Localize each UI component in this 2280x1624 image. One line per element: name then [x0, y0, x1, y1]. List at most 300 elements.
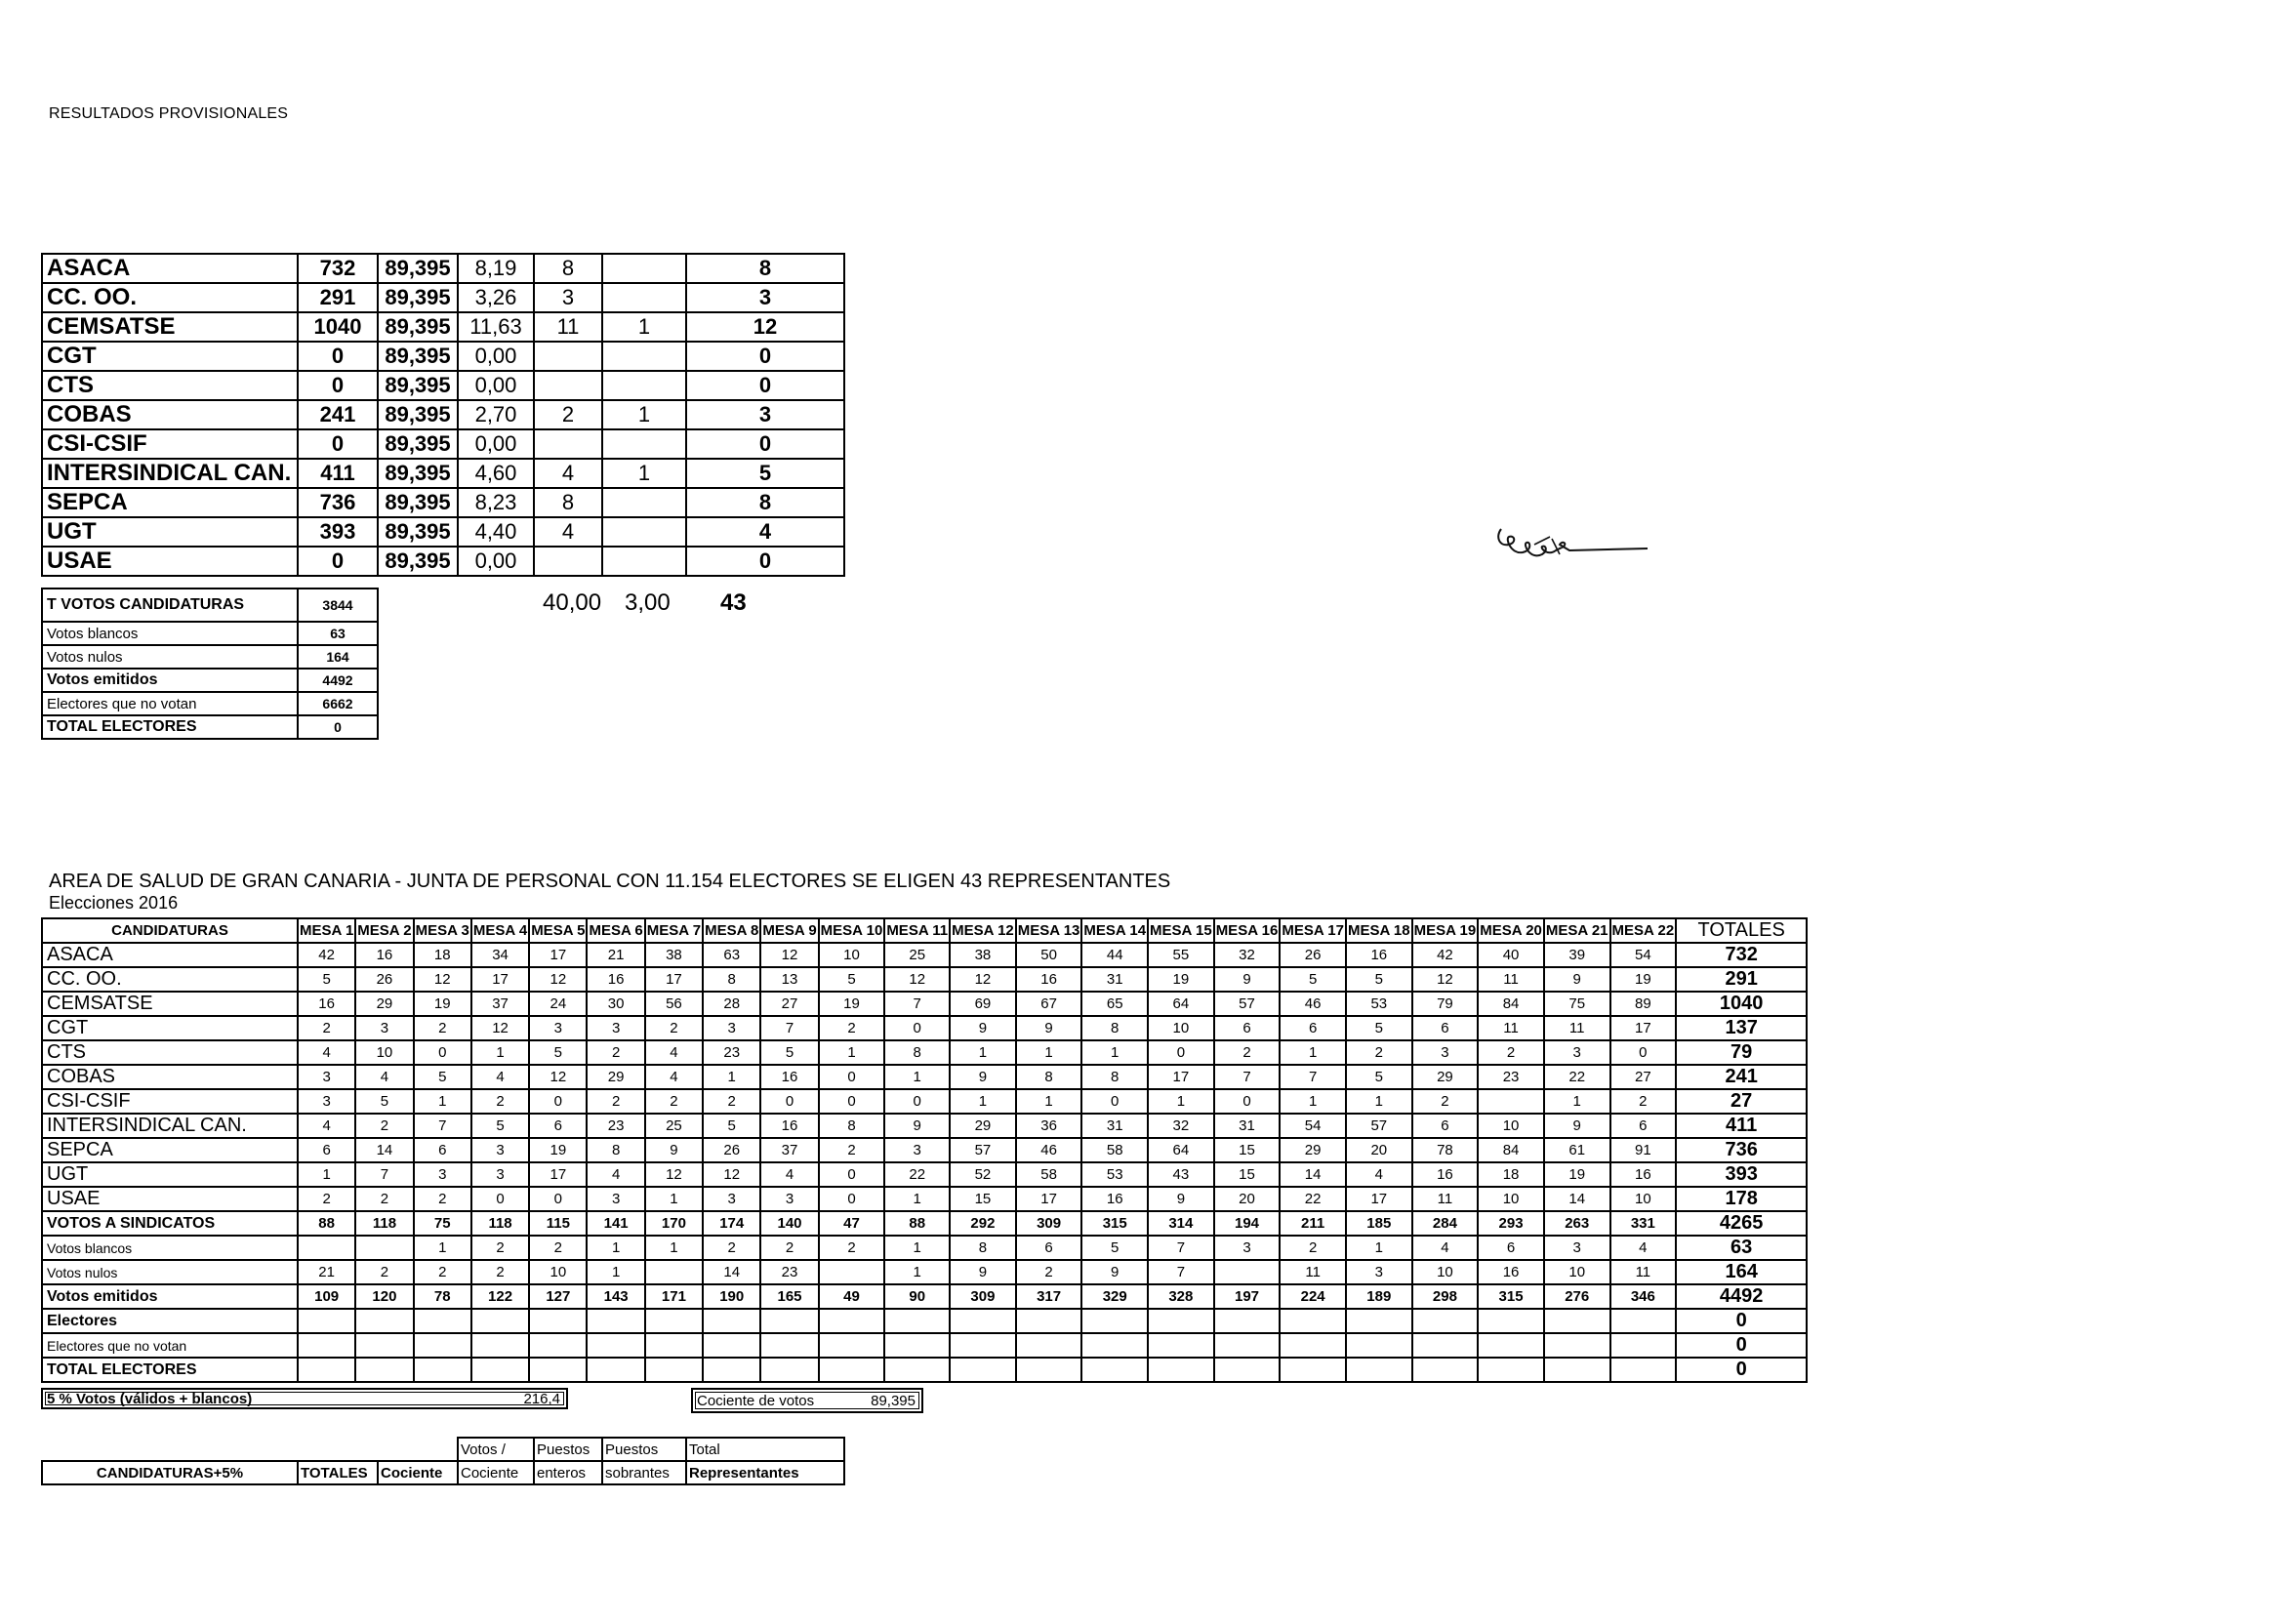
table-cell: 17	[471, 967, 529, 992]
candidate-cociente: 89,395	[378, 371, 458, 400]
table-cell: 4	[1610, 1236, 1677, 1260]
table-cell: 3	[471, 1138, 529, 1162]
table-cell: 6	[414, 1138, 471, 1162]
column-header: MESA 22	[1610, 918, 1677, 943]
table-cell: 75	[414, 1211, 471, 1236]
totals-row	[42, 1236, 1807, 1260]
table-cell: 1	[703, 1065, 760, 1089]
candidate-total: 3	[686, 283, 844, 312]
table-cell: 8	[950, 1236, 1016, 1260]
candidate-votes: 393	[298, 517, 378, 547]
candidate-puestos-enteros	[534, 547, 602, 576]
table-cell	[471, 1309, 529, 1333]
table-cell	[1148, 1333, 1214, 1358]
table-cell: 23	[587, 1114, 644, 1138]
table-cell: 1	[1081, 1040, 1148, 1065]
table-cell: 9	[1148, 1187, 1214, 1211]
table-cell: 29	[355, 992, 413, 1016]
table-cell: 1	[1544, 1089, 1610, 1114]
row-total: 164	[1676, 1260, 1807, 1284]
table-cell	[884, 1358, 950, 1382]
row-total: 137	[1676, 1016, 1807, 1040]
table-cell: 89	[1610, 992, 1677, 1016]
candidate-puestos-sobrantes	[602, 283, 686, 312]
candidate-cociente: 89,395	[378, 342, 458, 371]
table-cell: 2	[587, 1040, 644, 1065]
table-row	[42, 1162, 1807, 1187]
row-total: 0	[1676, 1358, 1807, 1382]
table-cell: 1	[884, 1065, 950, 1089]
table-cell: 2	[298, 1016, 355, 1040]
table-cell	[950, 1358, 1016, 1382]
table-cell: 3	[760, 1187, 818, 1211]
table-cell: 10	[1610, 1187, 1677, 1211]
results-row	[42, 371, 844, 400]
table-cell: 2	[1214, 1040, 1281, 1065]
table-cell: 91	[1610, 1138, 1677, 1162]
mesa-table	[41, 917, 1808, 1383]
results-row	[42, 254, 844, 283]
table-cell: 197	[1214, 1284, 1281, 1309]
column-header: MESA 6	[587, 918, 644, 943]
table-cell: 20	[1346, 1138, 1412, 1162]
table-cell	[1346, 1333, 1412, 1358]
table-cell: 10	[355, 1040, 413, 1065]
table-cell: 49	[819, 1284, 885, 1309]
table-cell: 28	[703, 992, 760, 1016]
column-header: MESA 14	[1081, 918, 1148, 943]
table-cell	[1412, 1309, 1479, 1333]
table-cell	[1081, 1333, 1148, 1358]
table-cell	[819, 1333, 885, 1358]
table-cell: 194	[1214, 1211, 1281, 1236]
candidate-name: USAE	[42, 547, 298, 576]
table-cell: 22	[884, 1162, 950, 1187]
table-cell: 165	[760, 1284, 818, 1309]
table-cell	[1280, 1333, 1346, 1358]
table-cell: 12	[950, 967, 1016, 992]
table-cell: 3	[529, 1016, 587, 1040]
row-name: USAE	[42, 1187, 298, 1211]
table-cell: 57	[1214, 992, 1281, 1016]
table-cell: 54	[1280, 1114, 1346, 1138]
puestos-enteros-head-2: enteros	[534, 1461, 602, 1484]
column-header: MESA 13	[1016, 918, 1082, 943]
table-cell: 3	[587, 1187, 644, 1211]
table-cell: 4	[471, 1065, 529, 1089]
table-cell: 2	[529, 1236, 587, 1260]
table-cell	[1214, 1309, 1281, 1333]
table-cell: 298	[1412, 1284, 1479, 1309]
table-cell: 64	[1148, 1138, 1214, 1162]
column-header: MESA 17	[1280, 918, 1346, 943]
table-cell: 7	[1280, 1065, 1346, 1089]
table-cell: 31	[1214, 1114, 1281, 1138]
row-name: CC. OO.	[42, 967, 298, 992]
table-cell: 1	[1016, 1089, 1082, 1114]
table-cell: 10	[1544, 1260, 1610, 1284]
table-cell: 21	[298, 1260, 355, 1284]
table-cell	[1081, 1309, 1148, 1333]
table-cell: 0	[760, 1089, 818, 1114]
row-total: 4492	[1676, 1284, 1807, 1309]
summary-value: 63	[298, 622, 378, 645]
table-cell: 3	[414, 1162, 471, 1187]
table-cell: 16	[298, 992, 355, 1016]
table-cell: 1	[884, 1187, 950, 1211]
table-cell: 315	[1478, 1284, 1544, 1309]
row-name: Votos blancos	[42, 1236, 298, 1260]
table-cell: 21	[587, 943, 644, 967]
table-cell: 2	[355, 1187, 413, 1211]
table-cell: 14	[703, 1260, 760, 1284]
table-cell: 39	[1544, 943, 1610, 967]
table-cell: 8	[1081, 1065, 1148, 1089]
table-cell: 2	[1280, 1236, 1346, 1260]
candidate-puestos-enteros: 4	[534, 517, 602, 547]
row-name: Electores	[42, 1309, 298, 1333]
row-total: 241	[1676, 1065, 1807, 1089]
summary-label: Electores que no votan	[42, 692, 298, 715]
table-cell	[1280, 1358, 1346, 1382]
table-cell: 40	[1478, 943, 1544, 967]
table-cell: 1	[819, 1040, 885, 1065]
candidate-puestos-enteros	[534, 371, 602, 400]
table-cell: 36	[1016, 1114, 1082, 1138]
table-cell: 3	[471, 1162, 529, 1187]
table-cell: 14	[355, 1138, 413, 1162]
table-cell: 65	[1081, 992, 1148, 1016]
candidate-votes: 1040	[298, 312, 378, 342]
table-cell	[1478, 1089, 1544, 1114]
candidate-puestos-enteros: 11	[534, 312, 602, 342]
table-cell: 1	[645, 1187, 703, 1211]
table-cell: 6	[1412, 1016, 1479, 1040]
table-cell	[1478, 1333, 1544, 1358]
table-cell: 0	[1214, 1089, 1281, 1114]
results-row	[42, 459, 844, 488]
table-cell: 25	[645, 1114, 703, 1138]
candidate-cociente: 89,395	[378, 488, 458, 517]
table-cell: 13	[760, 967, 818, 992]
candidate-puestos-enteros: 8	[534, 488, 602, 517]
table-cell: 8	[884, 1040, 950, 1065]
table-cell: 0	[529, 1187, 587, 1211]
table-cell: 16	[1610, 1162, 1677, 1187]
table-cell: 26	[703, 1138, 760, 1162]
table-cell: 140	[760, 1211, 818, 1236]
candidate-votos-cociente: 0,00	[458, 547, 534, 576]
table-cell	[298, 1309, 355, 1333]
candidate-votes: 0	[298, 429, 378, 459]
table-cell: 3	[298, 1089, 355, 1114]
candidate-cociente: 89,395	[378, 254, 458, 283]
table-cell	[645, 1260, 703, 1284]
row-total: 63	[1676, 1236, 1807, 1260]
column-header: MESA 9	[760, 918, 818, 943]
table-cell: 23	[1478, 1065, 1544, 1089]
table-cell	[1081, 1358, 1148, 1382]
table-cell: 7	[1214, 1065, 1281, 1089]
table-cell: 2	[703, 1089, 760, 1114]
table-cell: 18	[414, 943, 471, 967]
votos-cociente-head-1: Votos /	[458, 1438, 534, 1461]
table-cell	[587, 1333, 644, 1358]
table-cell: 12	[529, 967, 587, 992]
table-cell: 9	[645, 1138, 703, 1162]
candidate-puestos-sobrantes: 1	[602, 400, 686, 429]
table-cell: 18	[1478, 1162, 1544, 1187]
candidate-votos-cociente: 2,70	[458, 400, 534, 429]
table-cell: 0	[1610, 1040, 1677, 1065]
table-cell: 276	[1544, 1284, 1610, 1309]
pct-votos-value: 216,4	[523, 1391, 560, 1407]
row-total: 0	[1676, 1333, 1807, 1358]
table-cell: 58	[1081, 1138, 1148, 1162]
totals-row	[42, 1260, 1807, 1284]
table-cell: 8	[703, 967, 760, 992]
table-cell: 17	[645, 967, 703, 992]
results-row	[42, 488, 844, 517]
table-cell: 3	[884, 1138, 950, 1162]
table-cell: 5	[760, 1040, 818, 1065]
table-cell: 309	[1016, 1211, 1082, 1236]
table-cell: 1	[1148, 1089, 1214, 1114]
table-cell	[1478, 1309, 1544, 1333]
table-cell: 331	[1610, 1211, 1677, 1236]
candidate-votes: 0	[298, 342, 378, 371]
row-total: 1040	[1676, 992, 1807, 1016]
row-total: 178	[1676, 1187, 1807, 1211]
candidate-puestos-sobrantes: 1	[602, 312, 686, 342]
column-header: MESA 10	[819, 918, 885, 943]
summary-row	[42, 589, 378, 622]
summary-label: TOTAL ELECTORES	[42, 715, 298, 739]
table-cell: 1	[587, 1236, 644, 1260]
row-name: Electores que no votan	[42, 1333, 298, 1358]
table-cell	[1346, 1358, 1412, 1382]
table-cell: 7	[1148, 1236, 1214, 1260]
column-header: MESA 3	[414, 918, 471, 943]
table-cell: 29	[1280, 1138, 1346, 1162]
table-cell: 141	[587, 1211, 644, 1236]
table-cell: 1	[587, 1260, 644, 1284]
totals-row	[42, 1333, 1807, 1358]
table-cell	[355, 1358, 413, 1382]
table-cell	[1478, 1358, 1544, 1382]
table-cell: 4	[587, 1162, 644, 1187]
table-cell: 4	[1346, 1162, 1412, 1187]
table-cell: 5	[819, 967, 885, 992]
table-cell: 3	[1412, 1040, 1479, 1065]
table-cell: 2	[819, 1236, 885, 1260]
table-cell: 8	[1016, 1065, 1082, 1089]
candidate-puestos-enteros: 3	[534, 283, 602, 312]
table-cell: 25	[884, 943, 950, 967]
table-cell: 3	[355, 1016, 413, 1040]
summary-value: 0	[298, 715, 378, 739]
table-cell	[355, 1236, 413, 1260]
table-cell	[884, 1309, 950, 1333]
candidate-puestos-sobrantes	[602, 429, 686, 459]
table-cell: 44	[1081, 943, 1148, 967]
table-cell: 7	[414, 1114, 471, 1138]
table-cell: 7	[760, 1016, 818, 1040]
candidate-total: 4	[686, 517, 844, 547]
table-cell	[1016, 1358, 1082, 1382]
section-title: AREA DE SALUD DE GRAN CANARIA - JUNTA DE PERSONAL CON 11.154 ELECTORES SE ELIGEN 43 REPRESENTANTES	[49, 871, 1171, 892]
table-cell: 1	[1016, 1040, 1082, 1065]
page-title: RESULTADOS PROVISIONALES	[49, 105, 289, 122]
table-cell: 1	[645, 1236, 703, 1260]
table-cell: 2	[1346, 1040, 1412, 1065]
puestos-sobrantes-head-2: sobrantes	[602, 1461, 686, 1484]
table-cell: 61	[1544, 1138, 1610, 1162]
table-cell: 2	[1016, 1260, 1082, 1284]
table-cell: 11	[1280, 1260, 1346, 1284]
table-cell: 314	[1148, 1211, 1214, 1236]
table-cell: 16	[1081, 1187, 1148, 1211]
table-cell	[1544, 1358, 1610, 1382]
table-cell: 5	[298, 967, 355, 992]
table-cell: 174	[703, 1211, 760, 1236]
total-repr-head-1: Total	[686, 1438, 844, 1461]
table-row	[42, 1065, 1807, 1089]
sum-enteros: 40,00	[543, 589, 602, 616]
pct-votos-label: 5 % Votos (válidos + blancos)	[47, 1391, 253, 1407]
table-cell: 6	[1016, 1236, 1082, 1260]
table-cell: 16	[587, 967, 644, 992]
table-cell: 9	[950, 1260, 1016, 1284]
table-cell: 9	[1016, 1016, 1082, 1040]
table-cell: 38	[645, 943, 703, 967]
column-header: MESA 2	[355, 918, 413, 943]
candidate-total: 12	[686, 312, 844, 342]
table-cell: 2	[1412, 1089, 1479, 1114]
totals-row	[42, 1284, 1807, 1309]
table-cell: 328	[1148, 1284, 1214, 1309]
table-cell: 20	[1214, 1187, 1281, 1211]
row-total: 4265	[1676, 1211, 1807, 1236]
row-total: 27	[1676, 1089, 1807, 1114]
results-row	[42, 429, 844, 459]
table-cell: 1	[950, 1040, 1016, 1065]
table-cell: 189	[1346, 1284, 1412, 1309]
table-cell: 127	[529, 1284, 587, 1309]
table-cell: 12	[645, 1162, 703, 1187]
summary-table	[41, 588, 379, 740]
table-cell: 46	[1016, 1138, 1082, 1162]
summary-label: Votos blancos	[42, 622, 298, 645]
table-cell: 6	[1280, 1016, 1346, 1040]
results-row	[42, 547, 844, 576]
candidate-cociente: 89,395	[378, 429, 458, 459]
row-name: CEMSATSE	[42, 992, 298, 1016]
candidate-cociente: 89,395	[378, 459, 458, 488]
table-row	[42, 1114, 1807, 1138]
table-cell: 4	[298, 1040, 355, 1065]
table-cell: 3	[1544, 1236, 1610, 1260]
table-cell	[414, 1333, 471, 1358]
table-row	[42, 1187, 1807, 1211]
table-cell: 3	[1214, 1236, 1281, 1260]
candidate-votes: 732	[298, 254, 378, 283]
table-cell: 115	[529, 1211, 587, 1236]
table-cell: 171	[645, 1284, 703, 1309]
table-cell: 31	[1081, 967, 1148, 992]
candidate-votes: 0	[298, 547, 378, 576]
table-cell: 12	[471, 1016, 529, 1040]
table-cell	[1544, 1333, 1610, 1358]
table-cell: 9	[950, 1016, 1016, 1040]
table-cell: 19	[1544, 1162, 1610, 1187]
table-cell: 15	[950, 1187, 1016, 1211]
table-cell: 4	[645, 1040, 703, 1065]
table-cell: 2	[298, 1187, 355, 1211]
signature-icon	[1491, 515, 1667, 584]
candidate-puestos-sobrantes	[602, 547, 686, 576]
section-subtitle: Elecciones 2016	[49, 893, 179, 913]
table-row	[42, 1016, 1807, 1040]
table-cell: 11	[1478, 1016, 1544, 1040]
table-cell	[1016, 1309, 1082, 1333]
table-cell	[587, 1309, 644, 1333]
table-cell: 2	[645, 1016, 703, 1040]
table-cell: 64	[1148, 992, 1214, 1016]
table-cell: 8	[587, 1138, 644, 1162]
table-cell: 19	[414, 992, 471, 1016]
table-cell: 16	[355, 943, 413, 967]
bottom-header-table	[41, 1437, 845, 1485]
table-cell: 190	[703, 1284, 760, 1309]
table-cell: 32	[1214, 943, 1281, 967]
table-cell: 1	[1346, 1236, 1412, 1260]
sum-total: 43	[720, 589, 747, 616]
summary-row	[42, 715, 378, 739]
table-cell: 7	[355, 1162, 413, 1187]
summary-value: 164	[298, 645, 378, 669]
table-cell	[1148, 1309, 1214, 1333]
table-cell: 11	[1412, 1187, 1479, 1211]
column-header: MESA 8	[703, 918, 760, 943]
table-cell: 50	[1016, 943, 1082, 967]
table-cell: 346	[1610, 1284, 1677, 1309]
table-cell: 29	[950, 1114, 1016, 1138]
candidate-name: INTERSINDICAL CAN.	[42, 459, 298, 488]
column-header: MESA 18	[1346, 918, 1412, 943]
table-cell: 0	[819, 1187, 885, 1211]
table-cell: 1	[884, 1236, 950, 1260]
table-cell: 37	[471, 992, 529, 1016]
table-cell: 1	[1280, 1089, 1346, 1114]
candidate-votos-cociente: 4,60	[458, 459, 534, 488]
table-cell: 5	[1081, 1236, 1148, 1260]
row-total: 393	[1676, 1162, 1807, 1187]
table-cell: 12	[529, 1065, 587, 1089]
table-cell: 7	[884, 992, 950, 1016]
table-cell: 22	[1280, 1187, 1346, 1211]
table-cell	[1610, 1333, 1677, 1358]
table-cell: 6	[1412, 1114, 1479, 1138]
table-cell: 0	[414, 1040, 471, 1065]
table-cell	[414, 1309, 471, 1333]
summary-row	[42, 669, 378, 692]
table-cell: 2	[1478, 1040, 1544, 1065]
cociente-head: Cociente	[378, 1461, 458, 1484]
table-cell: 3	[1544, 1040, 1610, 1065]
table-cell	[703, 1358, 760, 1382]
candidate-puestos-sobrantes	[602, 254, 686, 283]
